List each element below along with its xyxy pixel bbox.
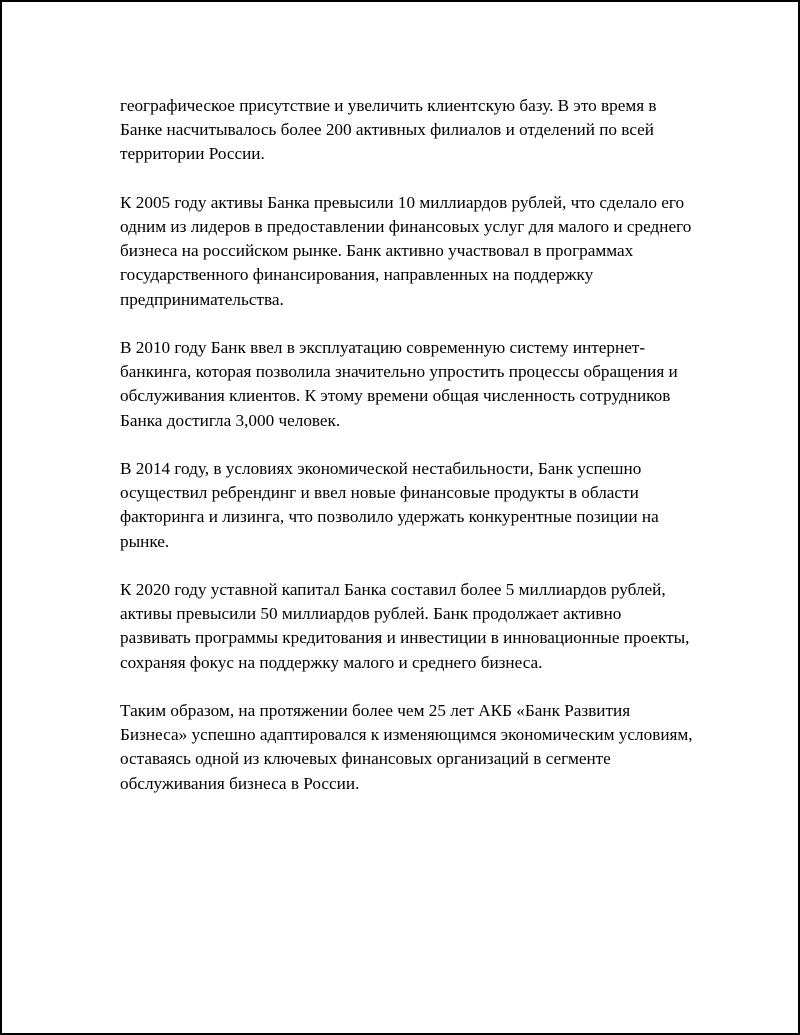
document-body [120,94,695,820]
paragraph-4: В 2014 году, в условиях экономической нестабильности, Банк успешно осуществил ребрендинг и ввел новые финансовые продукты в области факторинга и лизинга, что позволило удержать конкурентные позиции на рынке. [120,459,659,551]
paragraph-5: К 2020 году уставной капитал Банка составил более 5 миллиардов рублей, активы превысили 50 миллиардов рублей. Банк продолжает активно развивать программы кредитования и инвестиции в инновационные проекты, сохраняя фокус на поддержку малого и среднего бизнеса. [120,580,690,672]
paragraph-2: К 2005 году активы Банка превысили 10 миллиардов рублей, что сделало его одним из лидеров в предоставлении финансовых услуг для малого и среднего бизнеса на российском рынке. Банк активно участвовал в программах государственного финансирования, направленных на поддержку предпринимательства. [120,192,692,309]
paragraph-1: географическое присутствие и увеличить клиентскую базу. В это время в Банке насчитывалось более 200 активных филиалов и отделений по всей территории России. [120,96,657,164]
paragraph-6: Таким образом, на протяжении более чем 25 лет АКБ «Банк Развития Бизнеса» успешно адаптировался к изменяющимся экономическим условиям, оставаясь одной из ключевых финансовых организаций в сегменте обслуживания бизнеса в России. [120,701,693,793]
paragraph-3: В 2010 году Банк ввел в эксплуатацию современную систему интернет-банкинга, которая позволила значительно упростить процессы обращения и обслуживания клиентов. К этому времени общая численность сотрудников Банка достигла 3,000 человек. [120,338,678,430]
